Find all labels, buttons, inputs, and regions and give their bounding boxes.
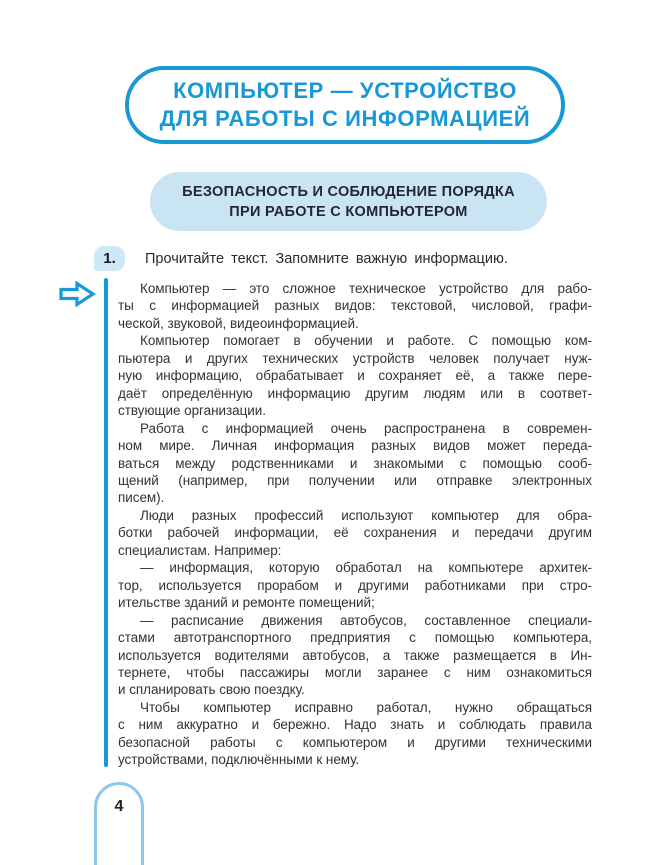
text-line: ты с информацией разных видов: текстовой, числовой, графи-	[118, 298, 592, 314]
text-line: ительстве зданий и ремонте помещений;	[118, 595, 375, 611]
chapter-title-line: ДЛЯ РАБОТЫ С ИНФОРМАЦИЕЙ	[159, 106, 531, 131]
chapter-title-line: КОМПЬЮТЕР — УСТРОЙСТВО	[173, 78, 517, 103]
text-line: щений (например, при получении или отправке электронных	[118, 472, 592, 488]
section-heading-box	[150, 172, 547, 231]
exercise-number-badge	[94, 246, 125, 271]
text-line: Чтобы компьютер исправно работал, нужно обращаться	[140, 699, 592, 715]
text-line: устройствами, подключёнными к нему.	[118, 752, 360, 768]
text-line: используется водителями автобусов, а также размещается в Ин-	[118, 647, 592, 663]
text-line: ботки рабочей информации, её сохранения и передачи другим	[118, 525, 592, 541]
text-line: ческой, звуковой, видеоинформацией.	[118, 315, 359, 331]
text-line: писем).	[118, 490, 165, 506]
text-line: Компьютер помогает в обучении и работе. С помощью ком-	[140, 333, 592, 349]
chapter-title-box	[125, 66, 565, 144]
text-line: тор, используется прорабом и другими работниками при стро-	[118, 577, 592, 593]
exercise-instruction: Прочитайте текст. Запомните важную информацию.	[145, 251, 508, 267]
text-line: — информация, которую обработал на компьютере архитек-	[140, 560, 592, 576]
text-line: даёт определённую информацию другим людям или в соответ-	[118, 385, 592, 401]
text-line: ваться между родственниками и знакомыми с помощью сооб-	[118, 455, 592, 471]
text-line: ном мире. Личная информация разных видов может переда-	[118, 438, 592, 454]
page-number: 4	[114, 798, 124, 815]
text-line: с ним аккуратно и бережно. Надо знать и соблюдать правила	[118, 717, 592, 733]
text-line: тернете, чтобы пассажиры могли заранее с ним ознакомиться	[118, 664, 592, 680]
text-accent-bar	[104, 278, 108, 767]
text-line: — расписание движения автобусов, составленное специали-	[140, 612, 592, 628]
text-line: Люди разных профессий используют компьютер для обра-	[140, 507, 592, 523]
page-number-tab	[94, 782, 144, 865]
text-line: специалистам. Например:	[118, 542, 282, 558]
section-heading-line: БЕЗОПАСНОСТЬ И СОБЛЮДЕНИЕ ПОРЯДКА	[182, 183, 515, 200]
text-line: Работа с информацией очень распространена в современ-	[140, 420, 592, 436]
text-line: стами автотранспортного предприятия с помощью компьютера,	[118, 630, 592, 646]
text-line: ствующие организации.	[118, 403, 266, 419]
text-line: пьютера и других технических устройств человек получает нуж-	[118, 350, 592, 366]
text-line: Компьютер — это сложное техническое устройство для рабо-	[140, 281, 592, 296]
section-heading-line: ПРИ РАБОТЕ С КОМПЬЮТЕРОМ	[229, 203, 468, 220]
exercise-number: 1.	[103, 250, 116, 267]
text-line: ную информацию, обрабатывает и сохраняет её, а также пере-	[118, 368, 592, 384]
text-line: безопасной работы с компьютером и другими техническими	[118, 734, 592, 750]
text-line: и спланировать свою поездку.	[118, 682, 305, 698]
reading-text	[118, 280, 592, 769]
margin-arrow-icon	[59, 281, 96, 307]
